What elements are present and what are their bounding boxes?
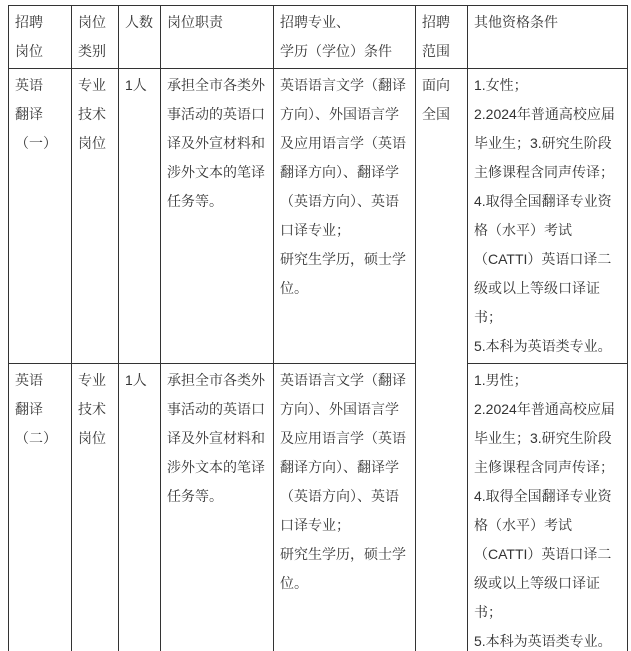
header-text: 岗位职责: [167, 14, 223, 30]
cell-text: （二）: [15, 430, 57, 446]
cell-text: 英语: [15, 77, 43, 93]
header-text: 人数: [125, 14, 153, 30]
cell-text: 专业: [78, 372, 106, 388]
cell-text: 面向: [422, 77, 450, 93]
cell-text: 承担全市各类外事活动的英语口译及外宣材料和涉外文本的笔译任务等。: [167, 372, 265, 504]
cell-text: 4.取得全国翻译专业资格（水平）考试（CATTI）英语口译二级或以上等级口译证书；: [474, 488, 612, 620]
header-text: 招聘: [15, 14, 43, 30]
cell-text: 4.取得全国翻译专业资格（水平）考试（CATTI）英语口译二级或以上等级口译证书；: [474, 193, 612, 325]
cell-qualifications: [274, 69, 416, 364]
header-headcount: [119, 6, 161, 69]
cell-text: 翻译: [15, 401, 43, 417]
cell-text: 承担全市各类外事活动的英语口译及外宣材料和涉外文本的笔译任务等。: [167, 77, 265, 209]
recruitment-table: [8, 5, 628, 651]
header-other-qualifications: [468, 6, 628, 69]
cell-duties: [161, 364, 274, 651]
header-recruit-position: [9, 6, 72, 69]
cell-text: 1人: [125, 77, 147, 93]
cell-text: 英语语言文学（翻译方向）、外国语言学及应用语言学（英语翻译方向）、翻译学（英语方向）、英语口译专业；: [280, 372, 406, 533]
table-header-row: [9, 6, 628, 69]
header-text: 岗位: [15, 43, 43, 59]
header-text: 学历（学位）条件: [280, 43, 392, 59]
cell-text: （一）: [15, 135, 57, 151]
cell-text: 5.本科为英语类专业。: [474, 338, 612, 354]
cell-text: 英语语言文学（翻译方向）、外国语言学及应用语言学（英语翻译方向）、翻译学（英语方向）、英语口译专业；: [280, 77, 406, 238]
cell-other-qualifications: [468, 364, 628, 651]
header-text: 范围: [422, 43, 450, 59]
header-text: 招聘专业、: [280, 14, 350, 30]
cell-other-qualifications: [468, 69, 628, 364]
cell-category: [72, 69, 119, 364]
cell-text: 岗位: [78, 430, 106, 446]
cell-text: 2.2024年普通高校应届毕业生；3.研究生阶段主修课程含同声传译；: [474, 106, 615, 180]
table-row-english-translation-1: [9, 69, 628, 364]
cell-text: 英语: [15, 372, 43, 388]
cell-headcount: [119, 364, 161, 651]
cell-category: [72, 364, 119, 651]
header-position-category: [72, 6, 119, 69]
table-row-english-translation-2: [9, 364, 628, 651]
cell-position: [9, 364, 72, 651]
cell-text: 2.2024年普通高校应届毕业生；3.研究生阶段主修课程含同声传译；: [474, 401, 615, 475]
cell-text: 岗位: [78, 135, 106, 151]
header-text: 招聘: [422, 14, 450, 30]
cell-text: 翻译: [15, 106, 43, 122]
cell-position: [9, 69, 72, 364]
cell-text: 全国: [422, 106, 450, 122]
cell-duties: [161, 69, 274, 364]
header-text: 类别: [78, 43, 106, 59]
cell-text: 技术: [78, 106, 106, 122]
cell-scope: [416, 69, 468, 651]
cell-text: 1.男性；: [474, 372, 528, 388]
header-duties: [161, 6, 274, 69]
header-recruit-scope: [416, 6, 468, 69]
cell-text: 技术: [78, 401, 106, 417]
cell-qualifications: [274, 364, 416, 651]
cell-text: 研究生学历，硕士学位。: [280, 251, 406, 296]
cell-text: 5.本科为英语类专业。: [474, 633, 612, 649]
cell-text: 专业: [78, 77, 106, 93]
header-text: 岗位: [78, 14, 106, 30]
cell-text: 1人: [125, 372, 147, 388]
header-text: 其他资格条件: [474, 14, 558, 30]
header-major-education: [274, 6, 416, 69]
cell-headcount: [119, 69, 161, 364]
cell-text: 研究生学历，硕士学位。: [280, 546, 406, 591]
cell-text: 1.女性；: [474, 77, 528, 93]
